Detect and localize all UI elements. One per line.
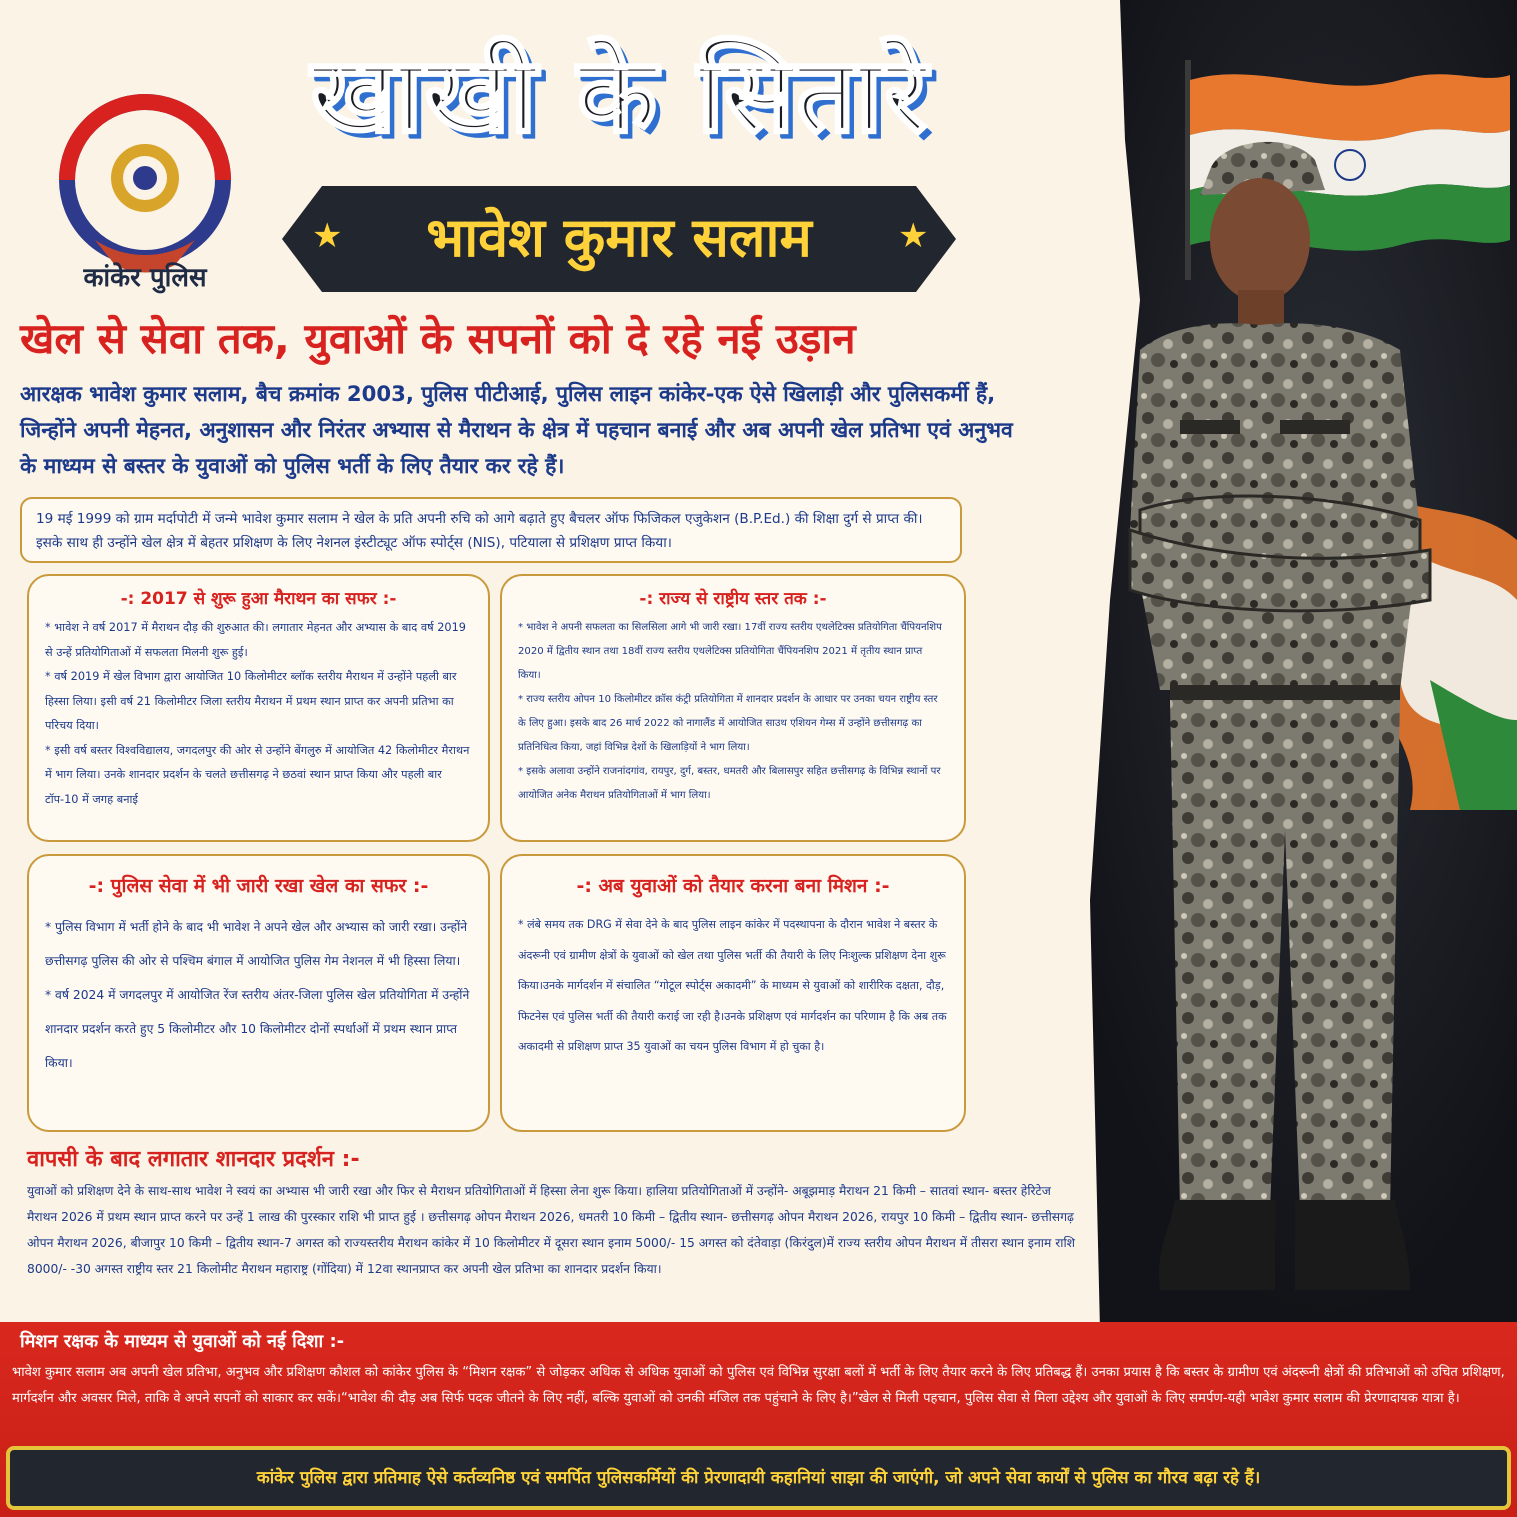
officer-name: भावेश कुमार सलाम [426, 206, 812, 269]
bio-box [20, 497, 962, 563]
performance-title: वापसी के बाद लगातार शानदार प्रदर्शन :- [27, 1147, 360, 1172]
card-item: * इसी वर्ष बस्तर विश्वविद्यालय, जगदलपुर की ओर से उन्होंने बेंगलुरु में आयोजित 42 किलोमीटर मैराथन में भाग लिया। उनके शानदार प्रदर्शन के चलते छत्तीसगढ़ ने छठवां स्थान प्राप्त किया और पहली बार टॉप-10 में जगह बनाई [45, 743, 470, 806]
card-marathon-journey [27, 574, 490, 842]
card-item: * लंबे समय तक DRG में सेवा देने के बाद पुलिस लाइन कांकेर में पदस्थापना के दौरान भावेश ने बस्तर के अंदरूनी एवं ग्रामीण क्षेत्रों के युवाओं को खेल तथा पुलिस भर्ती की तैयारी के लिए निःशुल्क प्रशिक्षण देना शुरू किया।उनके मार्गदर्शन में संचालित “गोटूल स्पोर्ट्स अकादमी” के माध्यम से युवाओं को शारीरिक दक्षता, दौड़, फिटनेस एवं पुलिस भर्ती की तैयारी कराई जा रही है।उनके प्रशिक्षण एवं मार्गदर्शन का परिणाम है कि अब तक अकादमी से प्रशिक्षण प्राप्त 35 युवाओं का चयन पुलिस विभाग में हो चुका है। [518, 918, 947, 1053]
card-police-service [27, 854, 490, 1132]
page-title: खाखी के सितारे [310, 34, 930, 156]
card-item: * भावेश ने वर्ष 2017 में मैराथन दौड़ की शुरुआत की। लगातार मेहनत और अभ्यास के बाद वर्ष 2019 से उन्हें प्रतियोगिताओं में सफलता मिलनी शुरू हुई। [45, 621, 466, 659]
star-icon: ★ [312, 216, 343, 256]
card-item: * राज्य स्तरीय ओपन 10 किलोमीटर क्रॉस कंट्री प्रतियोगिता में शानदार प्रदर्शन के आधार पर उनका चयन राष्ट्रीय स्तर के लिए हुआ। इसके बाद 26 मार्च 2022 को नागालैंड में आयोजित साउथ एशियन गेम्स में उन्होंने छत्तीसगढ़ का प्रतिनिधित्व किया, जहां विभिन्न देशों के खिलाड़ियों ने भाग लिया। [518, 694, 938, 753]
intro-paragraph: आरक्षक भावेश कुमार सलाम, बैच क्रमांक 2003, पुलिस पीटीआई, पुलिस लाइन कांकेर-एक ऐसे खिलाड़ी और पुलिसकर्मी हैं, जिन्होंने अपनी मेहनत, अनुशासन और निरंतर अभ्यास से मैराथन के क्षेत्र में पहचान बनाई और अब अपनी खेल प्रतिभा एवं अनुभव के माध्यम से बस्तर के युवाओं को पुलिस भर्ती के लिए तैयार कर रहे हैं। [20, 381, 1013, 478]
card-item: * वर्ष 2019 में खेल विभाग द्वारा आयोजित 10 किलोमीटर ब्लॉक स्तरीय मैराथन में उन्होंने पहली बार हिस्सा लिया। इसी वर्ष 21 किलोमीटर जिला स्तरीय मैराथन में प्रथम स्थान प्राप्त कर अपनी प्रतिभा का परिचय दिया। [45, 670, 457, 732]
card-item: * इसके अलावा उन्होंने राजनांदगांव, रायपुर, दुर्ग, बस्तर, धमतरी और बिलासपुर सहित छत्तीसगढ़ के विभिन्न स्थानों पर आयोजित अनेक मैराथन प्रतियोगिताओं में भाग लिया। [518, 766, 941, 801]
footer-text: कांकेर पुलिस द्वारा प्रतिमाह ऐसे कर्तव्यनिष्ठ एवं समर्पित पुलिसकर्मियों की प्रेरणादायी कहानियां साझा की जाएंगी, जो अपने सेवा कार्यों से पुलिस का गौरव बढ़ा रहे हैं। [256, 1467, 1261, 1487]
card-title: -: पुलिस सेवा में भी जारी रखा खेल का सफर :- [88, 875, 429, 897]
subtitle: खेल से सेवा तक, युवाओं के सपनों को दे रहे नई उड़ान [20, 314, 856, 363]
card-title: -: अब युवाओं को तैयार करना बना मिशन :- [576, 875, 890, 897]
card-item: * पुलिस विभाग में भर्ती होने के बाद भी भावेश ने अपने खेल और अभ्यास को जारी रखा। उन्होंने छत्तीसगढ़ पुलिस की ओर से पश्चिम बंगाल में आयोजित पुलिस गेम नेशनल में भी हिस्सा लिया। [45, 920, 468, 968]
logo-caption: कांकेर पुलिस [83, 263, 207, 293]
card-youth-mission [500, 854, 966, 1132]
mission-title: मिशन रक्षक के माध्यम से युवाओं को नई दिशा :- [20, 1331, 345, 1352]
soldier-photo [1100, 130, 1460, 1330]
police-emblem-logo [55, 90, 235, 285]
card-state-to-national [500, 574, 966, 842]
mission-body: भावेश कुमार सलाम अब अपनी खेल प्रतिभा, अनुभव और प्रशिक्षण कौशल को कांकेर पुलिस के “मिशन रक्षक” से जोड़कर अधिक से अधिक युवाओं को पुलिस एवं विभिन्न सुरक्षा बलों में भर्ती के लिए तैयार करने के लिए प्रतिबद्ध हैं। उनका प्रयास है कि बस्तर के ग्रामीण एवं अंदरूनी क्षेत्रों की प्रतिभाओं को उचित प्रशिक्षण, मार्गदर्शन और अवसर मिले, ताकि वे अपने सपनों को साकार कर सकें।“भावेश की दौड़ अब सिर्फ पदक जीतने के लिए नहीं, बल्कि युवाओं को उनकी मंजिल तक पहुंचाने के लिए है।”खेल से मिली पहचान, पुलिस सेवा से मिला उद्देश्य और युवाओं के लिए समर्पण-यही भावेश कुमार सलाम की प्रेरणादायक यात्रा है। [12, 1365, 1505, 1406]
performance-body: युवाओं को प्रशिक्षण देने के साथ-साथ भावेश ने स्वयं का अभ्यास भी जारी रखा और फिर से मैराथन प्रतियोगिताओं में हिस्सा लेना शुरू किया। हालिया प्रतियोगिताओं में उन्होंने- अबूझमाड़ मैराथन 21 किमी – सातवां स्थान- बस्तर हेरिटेज मैराथन 2026 में प्रथम स्थान प्राप्त करने पर उन्हें 1 लाख की पुरस्कार राशि भी प्राप्त हुई । छत्तीसगढ़ ओपन मैराथन 2026, धमतरी 10 किमी – द्वितीय स्थान- छत्तीसगढ़ ओपन मैराथन 2026, रायपुर 10 किमी – द्वितीय स्थान- छत्तीसगढ़ ओपन मैराथन 2026, बीजापुर 10 किमी – द्वितीय स्थान-7 अगस्त को राज्यस्तरीय मैराथन कांकेर में 10 किलोमीटर में दूसरा स्थान इनाम 5000/- 15 अगस्त को दंतेवाड़ा (किरंदुल)में राज्य स्तरीय ओपन मैराथन में तीसरा स्थान इनाम राशि 8000/- -30 अगस्त राष्ट्रीय स्तर 21 किलोमीट मैराथन महाराष्ट्र (गोंदिया) में 12वा स्थानप्राप्त कर अपनी खेल प्रतिभा का शानदार प्रदर्शन किया। [27, 1184, 1075, 1276]
card-title: -: 2017 से शुरू हुआ मैराथन का सफर :- [120, 589, 397, 609]
card-item: * भावेश ने अपनी सफलता का सिलसिला आगे भी जारी रखा। 17वीं राज्य स्तरीय एथलेटिक्स प्रतियोगिता चैंपियनशिप 2020 में द्वितीय स्थान तथा 18वीं राज्य स्तरीय एथलेटिक्स प्रतियोगिता चैंपियनशिप 2021 में तृतीय स्थान प्राप्त किया। [518, 622, 942, 681]
card-item: * वर्ष 2024 में जगदलपुर में आयोजित रेंज स्तरीय अंतर-जिला पुलिस खेल प्रतियोगिता में उन्होंने शानदार प्रदर्शन करते हुए 5 किलोमीटर और 10 किलोमीटर दोनों स्पर्धाओं में प्रथम स्थान प्राप्त किया। [45, 988, 470, 1070]
card-title: -: राज्य से राष्ट्रीय स्तर तक :- [639, 589, 827, 609]
star-icon: ★ [898, 216, 929, 256]
bio-text: 19 मई 1999 को ग्राम मर्दापोटी में जन्मे भावेश कुमार सलाम ने खेल के प्रति अपनी रुचि को आगे बढ़ाते हुए बैचलर ऑफ फिजिकल एजुकेशन (B.P.Ed.) की शिक्षा दुर्ग से प्राप्त की। इसके साथ ही उन्होंने खेल क्षेत्र में बेहतर प्रशिक्षण के लिए नेशनल इंस्टीट्यूट ऑफ स्पोर्ट्स (NIS), पटियाला से प्रशिक्षण प्राप्त किया। [36, 511, 923, 551]
